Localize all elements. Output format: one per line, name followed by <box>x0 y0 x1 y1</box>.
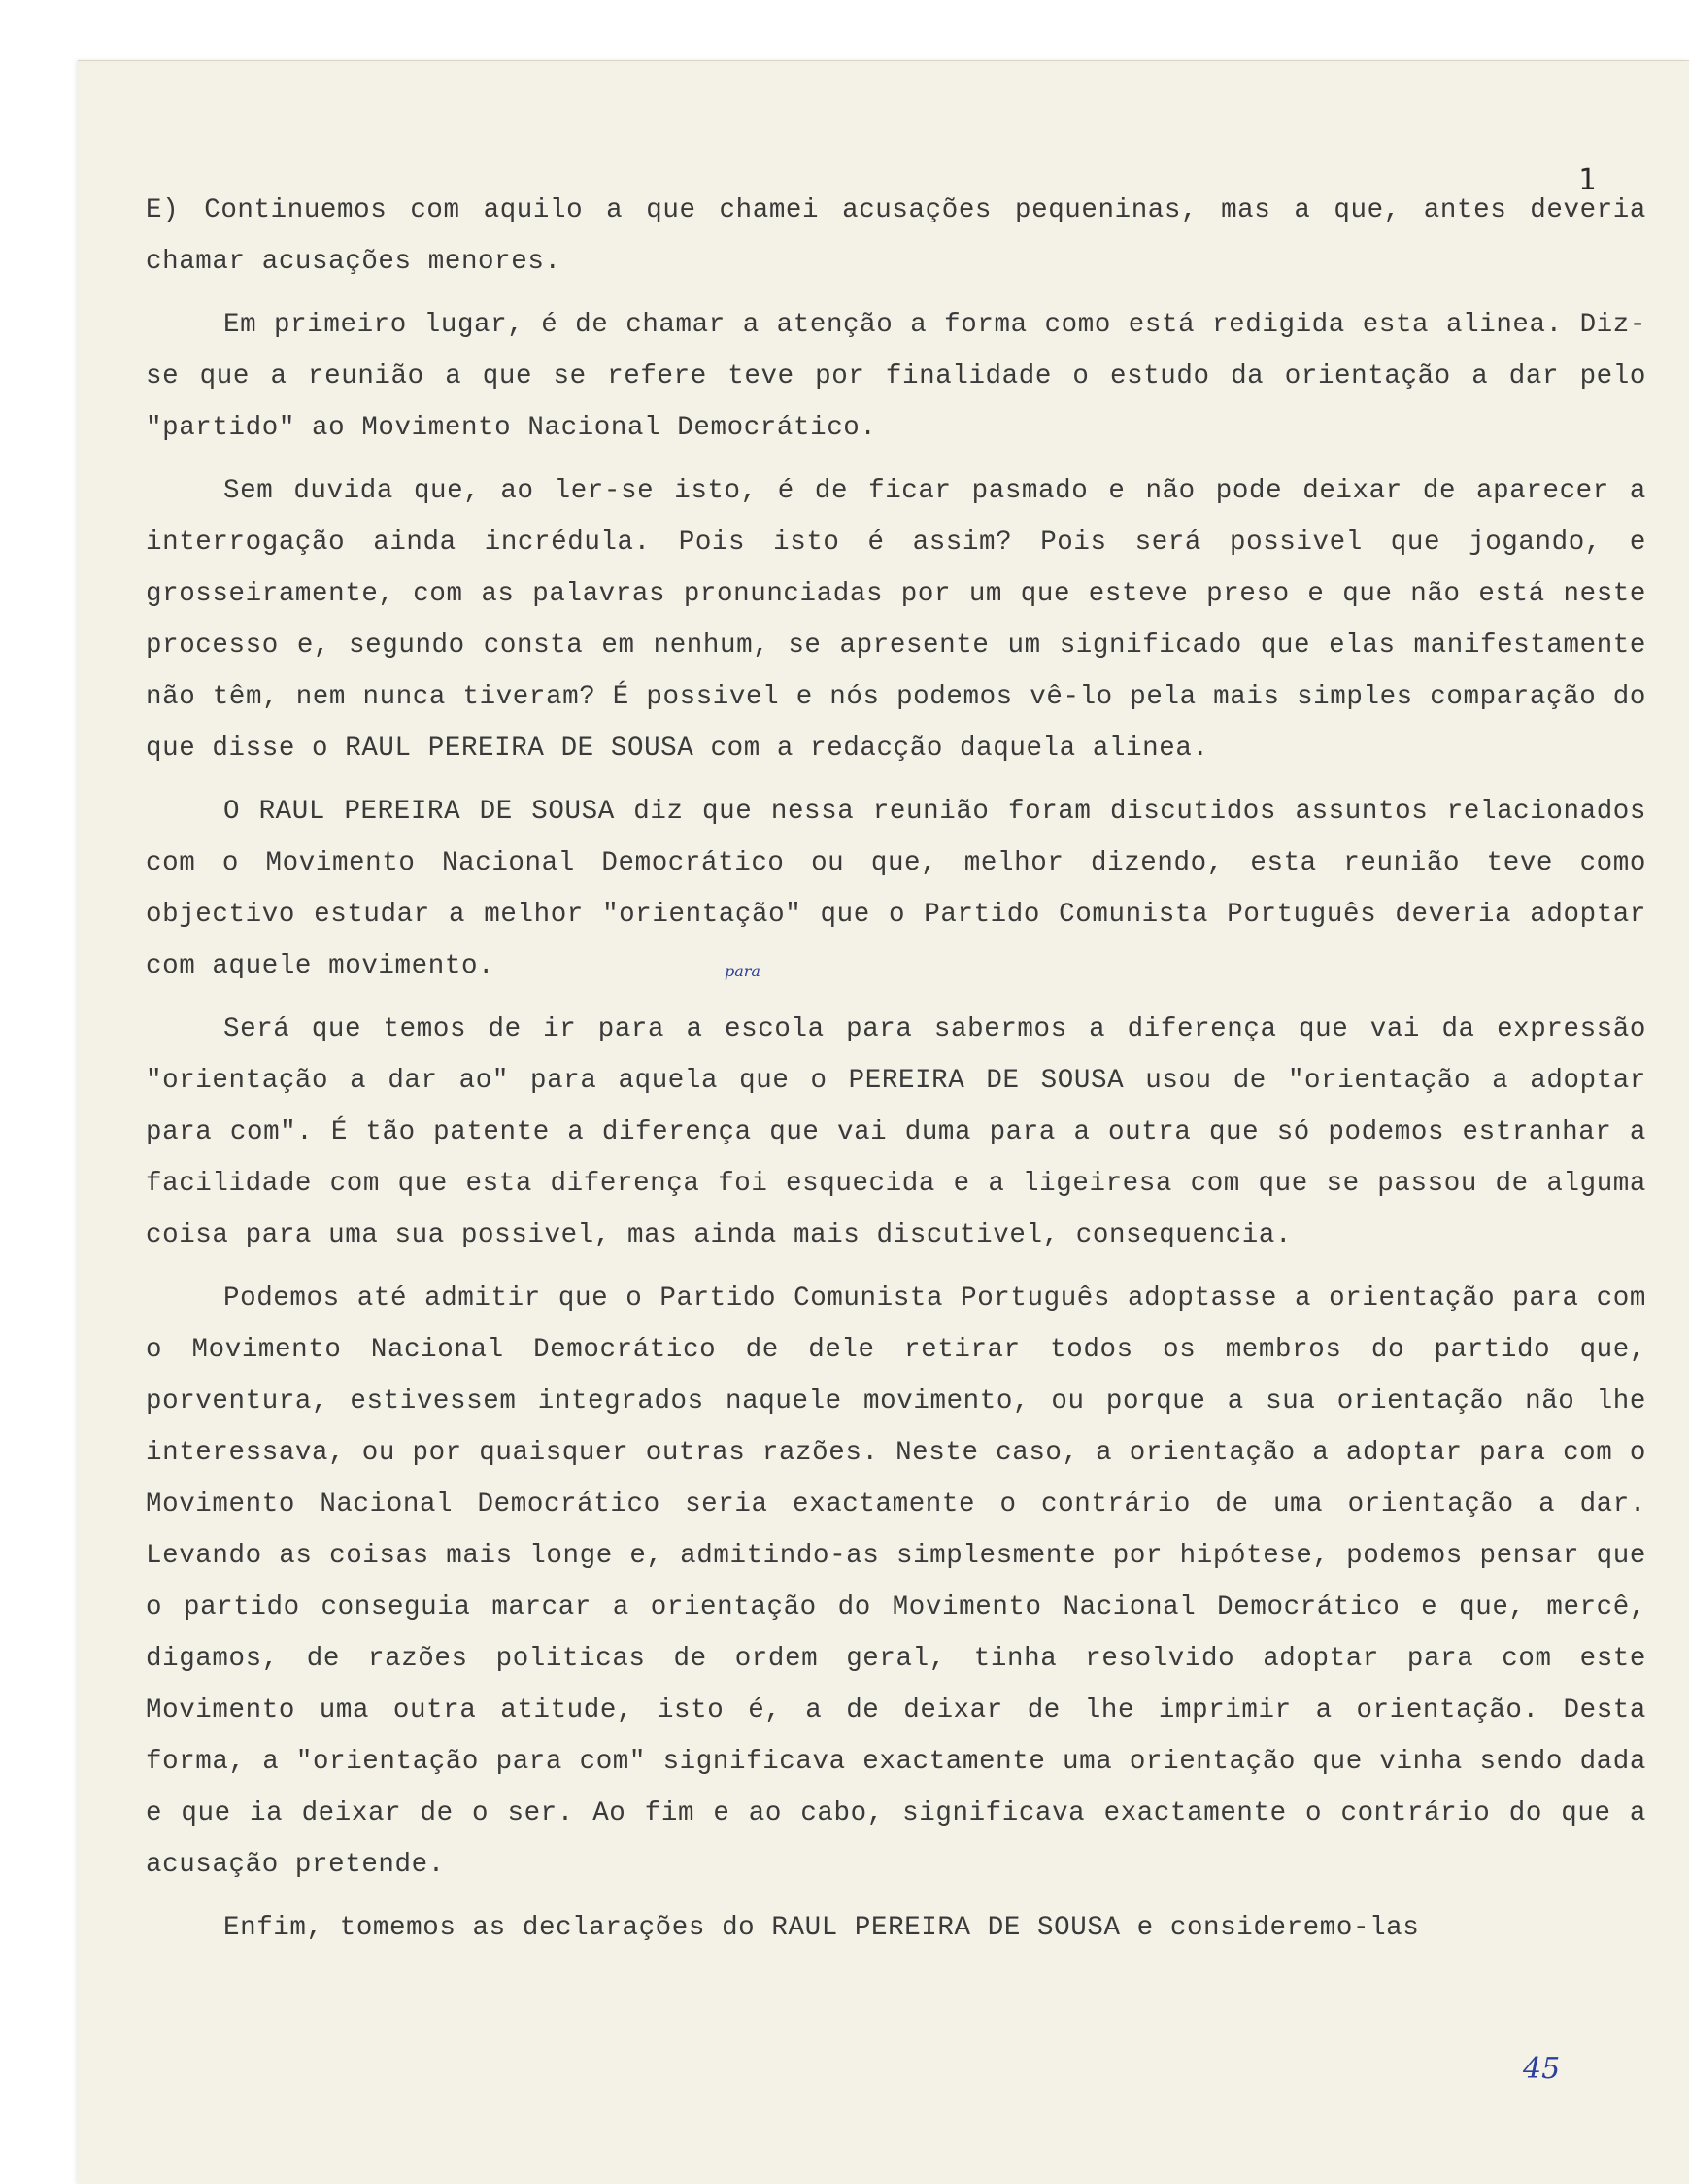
paragraph-text: Continuemos com aquilo a que chamei acusações pequeninas, mas a que, antes deveria chamar acusações menores. <box>146 195 1646 277</box>
paragraph: Será que temos de ir para a escola para sabermos a diferença que vai da expressão "orientação a dar ao" para aquela que o PEREIRA DE SOUSA usou de "orientação a adoptar para com". É tão patente a diferença que vai duma para a outra que só podemos estranhar a facilidade com que esta diferença foi esquecida e a ligeiresa com que se passou de alguma coisa para uma sua possivel, mas ainda mais discutivel, consequencia. <box>146 1014 1646 1250</box>
paragraph-e <box>146 185 1646 288</box>
typed-text-body <box>146 185 1646 1965</box>
section-label: E) <box>146 195 180 225</box>
handwritten-insertion: para <box>725 962 760 980</box>
paragraph: Enfim, tomemos as declarações do RAUL PEREIRA DE SOUSA e consideremo-las <box>223 1913 1420 1943</box>
paragraph: O RAUL PEREIRA DE SOUSA diz que nessa reunião foram discutidos assuntos relacionados com o Movimento Nacional Democrático ou que, melhor dizendo, esta reunião teve como objectivo estudar a melhor "orientação" que o Partido Comunista Português deveria adoptar com aquele movimento. <box>146 797 1646 981</box>
page-number: 1 <box>1578 163 1597 197</box>
handwritten-page-annotation: 45 <box>1523 2052 1561 2086</box>
paragraph: Sem duvida que, ao ler-se isto, é de ficar pasmado e não pode deixar de aparecer a interrogação ainda incrédula. Pois isto é assim? Pois será possivel que jogando, e grosseiramente, com as palavras pronunciadas por um que esteve preso e que não está neste processo e, segundo consta em nenhum, se apresente um significado que elas manifestamente não têm, nem nunca tiveram? É possivel e nós podemos vê-lo pela mais simples comparação do que disse o RAUL PEREIRA DE SOUSA com a redacção daquela alinea. <box>146 476 1646 764</box>
paragraph: Podemos até admitir que o Partido Comunista Português adoptasse a orientação para com o Movimento Nacional Democrático de dele retirar todos os membros do partido que, porventura, estivessem integrados naquele movimento, ou porque a sua orientação não lhe interessava, ou por quaisquer outras razões. Neste caso, a orientação a adoptar para com o Movimento Nacional Democrático seria exactamente o contrário de uma orientação a dar. Levando as coisas mais longe e, admitindo-as simplesmente por hipótese, podemos pensar que o partido conseguia marcar a orientação do Movimento Nacional Democrático e que, mercê, digamos, de razões politicas de ordem geral, tinha resolvido adoptar para com este Movimento uma outra atitude, isto é, a de deixar de lhe imprimir a orientação. Desta forma, a "orientação para com" significava exactamente uma orientação que vinha sendo dada e que ia deixar de o ser. Ao fim e ao cabo, significava exactamente o contrário do que a acusação pretende. <box>146 1283 1646 1880</box>
paragraph: Em primeiro lugar, é de chamar a atenção a forma como está redigida esta alinea. Diz-se que a reunião a que se refere teve por finalidade o estudo da orientação a dar pelo "partido" ao Movimento Nacional Democrático. <box>146 310 1646 443</box>
